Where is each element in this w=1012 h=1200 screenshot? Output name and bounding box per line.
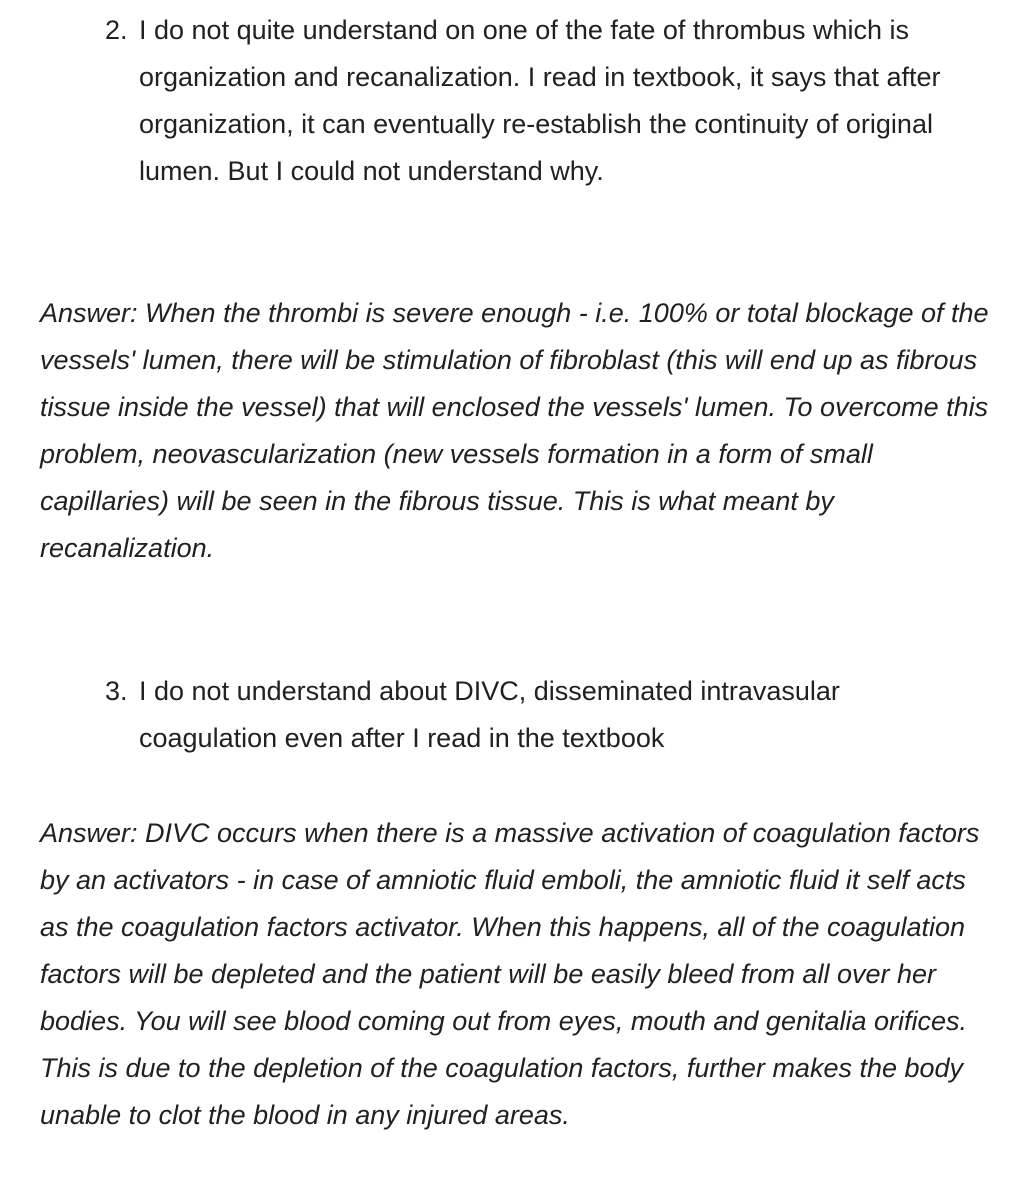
question-item xyxy=(105,668,985,762)
question-text: I do not quite understand on one of the fate of thrombus which is organization and recanalization. I read in textbook, it says that after organization, it can eventually re-establish the continuity of original lumen. But I could not understand why. xyxy=(139,15,941,186)
question-item xyxy=(105,7,985,195)
question-text: I do not understand about DIVC, disseminated intravasular coagulation even after I read in the textbook xyxy=(139,676,840,753)
question-number: 2. xyxy=(105,15,128,45)
answer-paragraph: Answer: DIVC occurs when there is a massive activation of coagulation factors by an activators - in case of amniotic fluid emboli, the amniotic fluid it self acts as the coagulation factors activator. When this happens, all of the coagulation factors will be depleted and the patient will be easily bleed from all over her bodies. You will see blood coming out from eyes, mouth and genitalia orifices. This is due to the depletion of the coagulation factors, further makes the body unable to clot the blood in any injured areas. xyxy=(40,818,980,1130)
question-number: 3. xyxy=(105,676,128,706)
answer-paragraph: Answer: When the thrombi is severe enough - i.e. 100% or total blockage of the vessels' lumen, there will be stimulation of fibroblast (this will end up as fibrous tissue inside the vessel) that will enclosed the vessels' lumen. To overcome this problem, neovascularization (new vessels formation in a form of small capillaries) will be seen in the fibrous tissue. This is what meant by recanalization. xyxy=(40,298,989,563)
